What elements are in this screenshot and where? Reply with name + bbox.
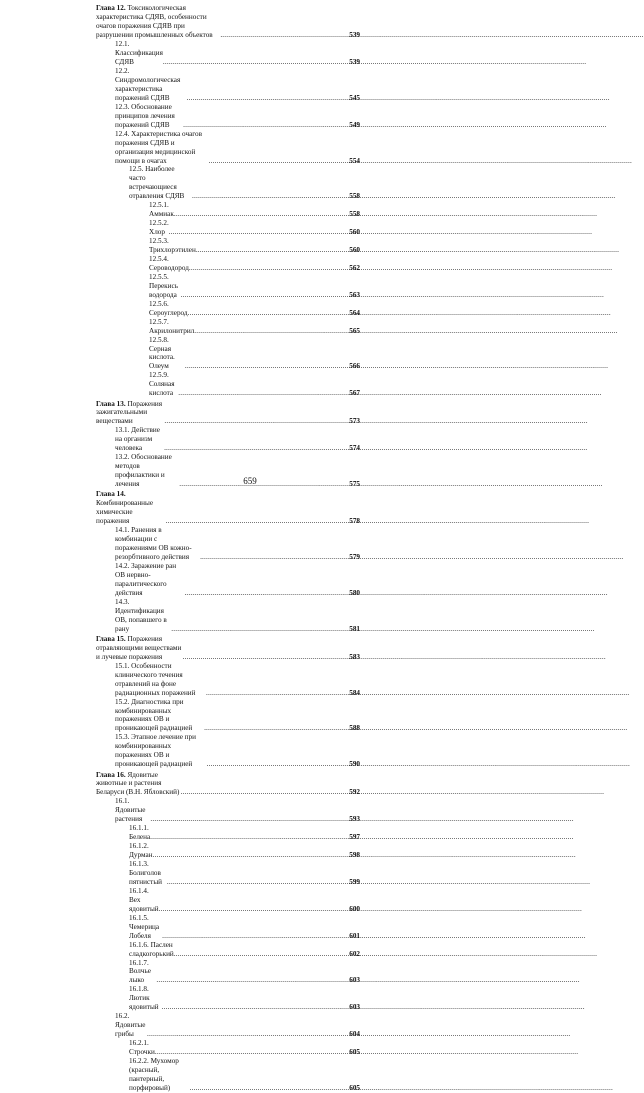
toc-entry (96, 237, 360, 255)
dot-leader (206, 689, 348, 698)
section-title: 16.1. Ядовитые растения (115, 797, 146, 824)
toc-entry (96, 67, 360, 103)
toc-page-number: 560 (349, 246, 360, 255)
toc-entry-title (129, 842, 153, 860)
toc-entry-title (129, 985, 161, 1012)
toc-entry-title (129, 941, 174, 959)
section-title: 14.3. Идентификация ОВ, попавшего в рану (115, 597, 167, 633)
toc-page-number: 564 (349, 308, 360, 317)
toc-entry (96, 824, 360, 842)
toc-entry (96, 526, 360, 562)
toc-entry (96, 426, 360, 453)
section-title: 16.1.4. Вех ядовитый (129, 886, 159, 913)
dot-leader (192, 192, 348, 201)
toc-entry (96, 562, 360, 598)
toc-entry-title (96, 635, 183, 662)
toc-page-number: 580 (349, 588, 360, 597)
dot-leader (162, 932, 348, 941)
dot-leader (190, 1084, 349, 1093)
toc-entry (96, 371, 360, 398)
toc-entry (96, 103, 360, 130)
toc-page-number: 583 (349, 652, 360, 661)
chapter-number: Глава 12. (96, 4, 126, 13)
toc-page-number: 545 (349, 93, 360, 102)
toc-entry-title (149, 273, 181, 300)
chapter-title: Ядовитые животные и растения Беларуси (В.Н. Ябловский) (96, 770, 180, 797)
dot-leader (183, 653, 349, 662)
toc-page-number: 558 (349, 210, 360, 219)
section-title: 16.2. Ядовитые грибы (115, 1012, 146, 1039)
section-title: 13.1. Действие на организм человека (115, 426, 160, 453)
toc-entry (96, 1039, 360, 1057)
dot-leader (194, 327, 348, 336)
toc-entry-title (115, 130, 209, 166)
toc-entry-title (115, 598, 171, 634)
toc-entry-title (149, 336, 185, 372)
toc-chapter-entry (96, 4, 360, 40)
dot-leader (189, 264, 348, 273)
dot-leader (167, 878, 348, 887)
toc-entry (96, 219, 360, 237)
section-title: 12.3. Обоснование принципов лечения поражений СДЯВ (115, 102, 175, 129)
dot-leader (196, 246, 348, 255)
toc-entry-title (149, 300, 188, 318)
section-title: 16.2.2. Мухомор (красный, пантерный, порфировый) (129, 1057, 179, 1092)
toc-page-number: 566 (349, 362, 360, 371)
section-title: 15.1. Особенности клинического течения отравлений на фоне радиационных поражений (115, 661, 196, 697)
toc-entry (96, 842, 360, 860)
toc-entry-title (149, 237, 196, 255)
toc-page-number: 567 (349, 389, 360, 398)
toc-entry (96, 662, 360, 698)
section-title: 16.1.8. Лютик ядовитый (129, 985, 159, 1012)
toc-entry (96, 1057, 360, 1093)
toc-entry-title (149, 255, 189, 273)
toc-entry-title (129, 824, 150, 842)
toc-entry (96, 860, 360, 887)
toc-page-number: 578 (349, 517, 360, 526)
section-title: 12.5.4. Сероводород (149, 254, 189, 272)
toc-entry (96, 201, 360, 219)
toc-entry (96, 318, 360, 336)
toc-entry (96, 797, 360, 824)
toc-entry (96, 1012, 360, 1039)
section-title: 14.1. Ранения в комбинации с поражениями ОВ кожно-резорбтивного действия (115, 526, 192, 562)
table-of-contents (96, 3, 360, 1093)
section-title: 13.2. Обоснование методов профилактики и лечения (115, 453, 172, 489)
section-title: 16.1.3. Болиголов пятнистый (129, 860, 162, 886)
dot-leader (159, 905, 349, 914)
section-title: 12.2. Синдромологическая характеристика поражений СДЯВ (115, 66, 181, 102)
chapter-title: Поражения зажигательными веществами (96, 399, 163, 426)
toc-chapter-entry (96, 635, 360, 662)
dot-leader (185, 362, 348, 371)
chapter-number: Глава 14. (96, 490, 126, 499)
toc-entry-title (115, 797, 150, 824)
dot-leader (150, 833, 348, 842)
toc-page-number: 539 (349, 31, 360, 40)
toc-page-number: 573 (349, 417, 360, 426)
toc-page-number: 593 (349, 815, 360, 824)
toc-page-number: 575 (349, 480, 360, 489)
toc-page-number: 601 (349, 931, 360, 940)
dot-leader (181, 788, 348, 797)
toc-entry-title (115, 103, 183, 130)
toc-page-number: 599 (349, 877, 360, 886)
toc-page-number: 605 (349, 1048, 360, 1057)
chapter-number: Глава 15. (96, 634, 126, 643)
dot-leader (174, 210, 348, 219)
toc-page-number: 584 (349, 688, 360, 697)
toc-entry-title (115, 562, 184, 598)
dot-leader (166, 517, 348, 526)
dot-leader (183, 121, 348, 130)
dot-leader (161, 1003, 348, 1012)
dot-leader (171, 625, 348, 634)
toc-entry (96, 733, 360, 769)
section-title: 12.5.6. Сероуглерод (149, 299, 188, 317)
toc-entry-title (149, 318, 194, 336)
toc-page-number: 574 (349, 444, 360, 453)
toc-page-number: 581 (349, 624, 360, 633)
section-title: 16.1.5. Чемерица Лобеля (129, 913, 160, 940)
toc-page-number: 563 (349, 290, 360, 299)
section-title: 16.1.2. Дурман (129, 842, 153, 860)
section-title: 16.2.1. Строчки (129, 1039, 155, 1057)
dot-leader (186, 94, 348, 103)
toc-entry-title (129, 1039, 155, 1057)
toc-entry (96, 941, 360, 959)
toc-entry (96, 40, 360, 67)
toc-page-number: 600 (349, 904, 360, 913)
toc-entry-title (115, 662, 206, 698)
toc-page-number: 598 (349, 851, 360, 860)
toc-page-number: 560 (349, 228, 360, 237)
toc-entry-title (149, 201, 174, 219)
chapter-title: Поражения отравляющими веществами и лучевые поражения (96, 634, 182, 661)
toc-page-number: 603 (349, 1003, 360, 1012)
toc-page-number: 602 (349, 949, 360, 958)
dot-leader (156, 976, 348, 985)
toc-entry (96, 130, 360, 166)
section-title: 16.1.7. Волчье лыко (129, 958, 151, 985)
toc-entry-title (129, 959, 156, 986)
toc-page-number: 603 (349, 976, 360, 985)
chapter-title: Комбинированные химические поражения (96, 499, 154, 526)
toc-entry-title (129, 165, 192, 201)
toc-entry (96, 698, 360, 734)
section-title: 16.1.1. Белена (129, 824, 151, 842)
toc-page-number: 579 (349, 553, 360, 562)
section-title: 12.5.3. Трихлорэтилен (149, 237, 196, 255)
toc-entry (96, 273, 360, 300)
toc-entry (96, 165, 360, 201)
dot-leader (164, 444, 348, 453)
dot-leader (209, 157, 349, 166)
toc-entry-title (115, 1012, 147, 1039)
toc-entry-title (115, 698, 204, 734)
dot-leader (174, 950, 348, 959)
toc-entry (96, 598, 360, 634)
dot-leader (207, 760, 349, 769)
toc-entry (96, 959, 360, 986)
section-title: 14.2. Заражение ран ОВ нервно-паралитического действия (115, 561, 177, 597)
section-title: 12.5.7. Акрилонитрил (149, 317, 195, 335)
toc-page-number: 597 (349, 833, 360, 842)
toc-page-number: 590 (349, 760, 360, 769)
chapter-title: Токсикологическая характеристика СДЯВ, особенности очагов поражения СДЯВ при разрушении промышленных объектов (96, 4, 213, 40)
toc-page-number: 605 (349, 1083, 360, 1092)
toc-entry-title (96, 490, 166, 526)
dot-leader (155, 1048, 348, 1057)
section-title: 12.5.1. Аммиак (149, 201, 174, 219)
section-title: 12.5. Наиболее часто встречающиеся отравления СДЯВ (129, 165, 185, 201)
toc-entry-title (96, 4, 220, 40)
dot-leader (147, 1030, 348, 1039)
toc-entry (96, 336, 360, 372)
section-title: 12.5.9. Соляная кислота (149, 371, 175, 398)
toc-entry (96, 300, 360, 318)
dot-leader (163, 58, 348, 67)
dot-leader (188, 309, 349, 318)
toc-page-number: 588 (349, 724, 360, 733)
page-number: 659 (243, 476, 257, 486)
chapter-number: Глава 16. (96, 770, 126, 779)
toc-page-number: 539 (349, 58, 360, 67)
toc-page-number: 592 (349, 788, 360, 797)
dot-leader (204, 724, 348, 733)
section-title: 12.5.5. Перекись водорода (149, 272, 178, 299)
toc-page-number: 562 (349, 263, 360, 272)
dot-leader (169, 228, 348, 237)
dot-leader (184, 589, 348, 598)
section-title: 16.1.6. Паслен сладкогорький (129, 940, 174, 958)
toc-entry (96, 887, 360, 914)
toc-entry (96, 914, 360, 941)
toc-entry-title (129, 914, 162, 941)
toc-page-number: 554 (349, 156, 360, 165)
toc-entry-title (115, 426, 164, 453)
dot-leader (181, 291, 349, 300)
toc-page-number: 565 (349, 326, 360, 335)
section-title: 12.1. Классификация СДЯВ (115, 40, 163, 67)
toc-entry-title (115, 67, 186, 103)
toc-chapter-entry (96, 490, 360, 526)
section-title: 12.5.8. Серная кислота. Олеум (149, 335, 175, 371)
toc-entry-title (129, 860, 167, 887)
dot-leader (150, 815, 348, 824)
chapter-number: Глава 13. (96, 399, 126, 408)
toc-entry (96, 255, 360, 273)
toc-entry-title (149, 371, 178, 398)
toc-chapter-entry (96, 771, 360, 798)
toc-entry-title (149, 219, 169, 237)
toc-entry-title (115, 526, 200, 562)
dot-leader (153, 851, 349, 860)
toc-entry-title (96, 771, 181, 798)
toc-entry (96, 985, 360, 1012)
section-title: 15.2. Диагностика при комбинированных поражениях ОВ и проникающей радиацией (115, 697, 193, 733)
section-title: 15.3. Этапное лечение при комбинированных поражениях ОВ и проникающей радиацией (115, 733, 196, 769)
toc-chapter-entry (96, 400, 360, 427)
toc-entry-title (129, 887, 159, 914)
dot-leader (178, 389, 348, 398)
toc-entry-title (115, 733, 207, 769)
toc-page-number: 604 (349, 1030, 360, 1039)
toc-page-number: 549 (349, 120, 360, 129)
dot-leader (164, 417, 348, 426)
section-title: 12.4. Характеристика очагов поражения СДЯВ и организация медицинской помощи в очагах (115, 129, 203, 165)
dot-leader (220, 31, 348, 40)
dot-leader (200, 553, 348, 562)
toc-entry-title (96, 400, 164, 427)
toc-entry-title (129, 1057, 190, 1093)
section-title: 12.5.2. Хлор (149, 219, 169, 237)
toc-page-number: 558 (349, 192, 360, 201)
toc-entry-title (115, 40, 163, 67)
